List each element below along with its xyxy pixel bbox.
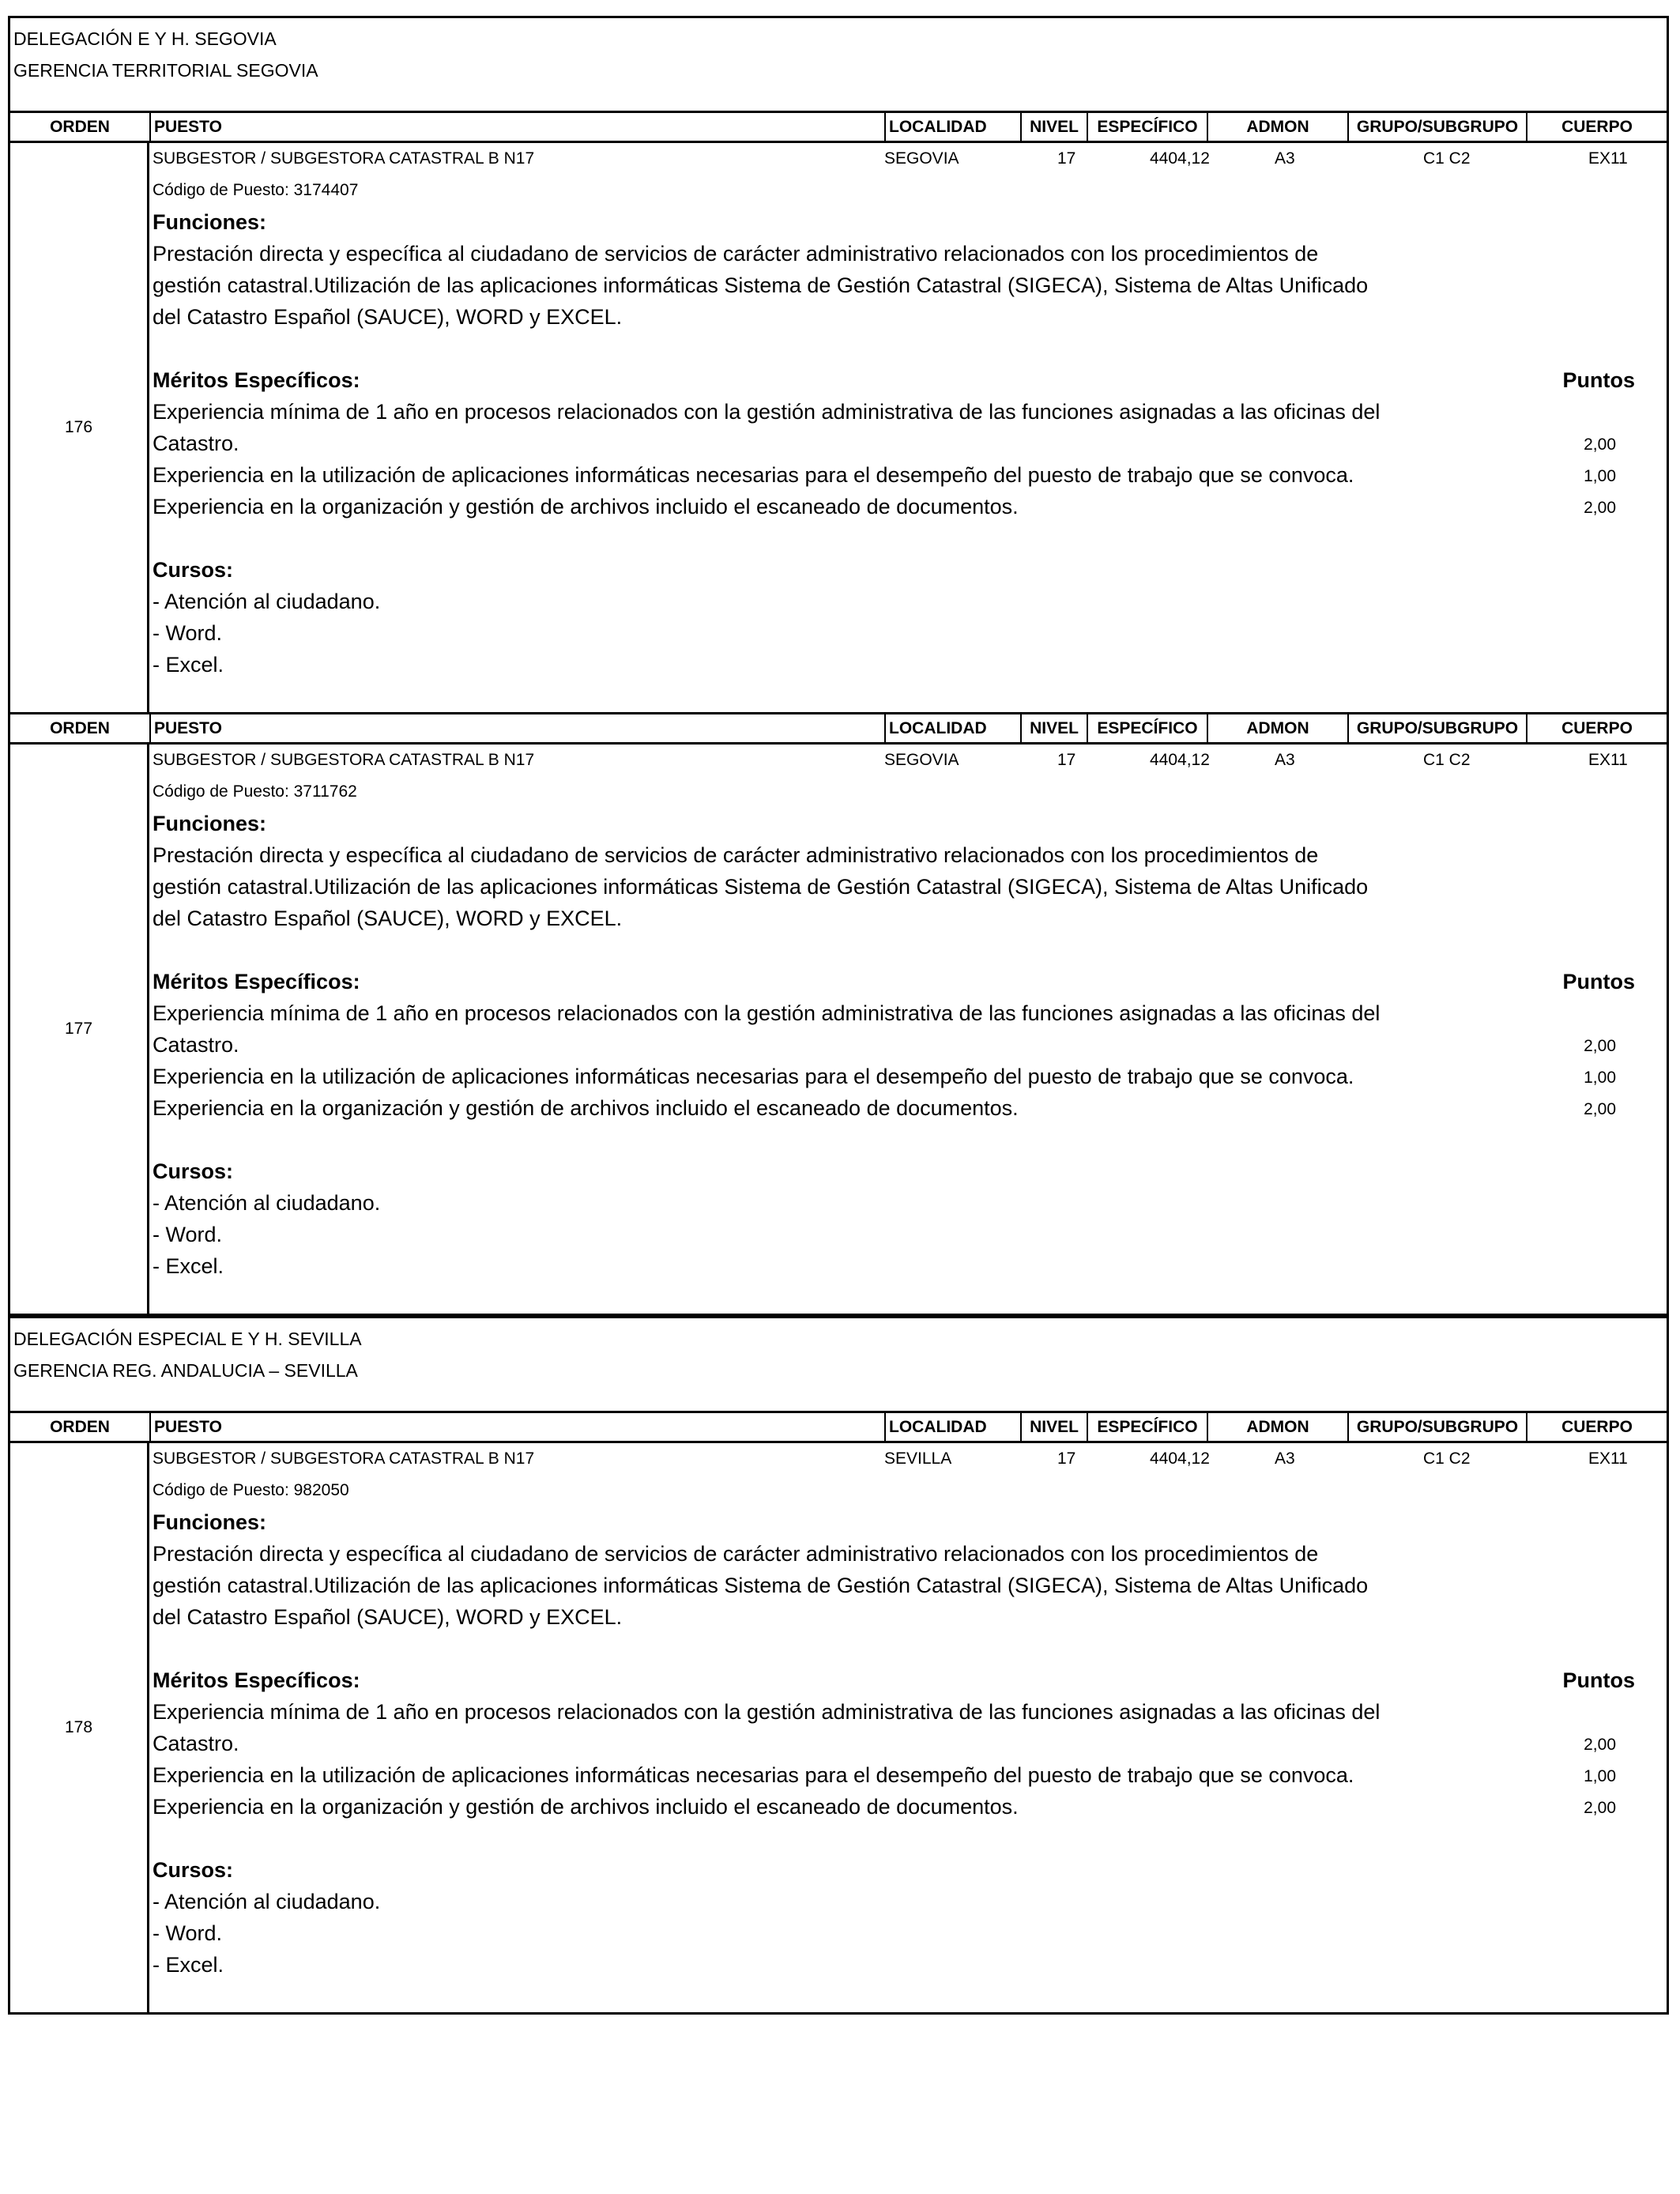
gerencia-title: GERENCIA REG. ANDALUCIA – SEVILLA — [13, 1360, 358, 1381]
merito-points: 1,00 — [1584, 467, 1616, 485]
cuerpo-value: EX11 — [1588, 149, 1628, 168]
merito-text: Experiencia en la utilización de aplicaciones informáticas necesarias para el desempeño del puesto de trabajo que se convoca. — [153, 1065, 1354, 1088]
codigo-puesto: Código de Puesto: 3174407 — [153, 181, 359, 199]
merito-points: 2,00 — [1584, 499, 1616, 517]
puesto-name: SUBGESTOR / SUBGESTORA CATASTRAL B N17 — [153, 1449, 535, 1468]
document — [8, 16, 1669, 2015]
meritos-title: Méritos Específicos: — [153, 368, 360, 392]
curso-item: - Excel. — [153, 1254, 224, 1278]
header-especifico: ESPECÍFICO — [1087, 113, 1207, 141]
merito-points: 2,00 — [1584, 1037, 1616, 1055]
funciones-line: Prestación directa y específica al ciudadano de servicios de carácter administrativo relacionados con los procedimientos de — [153, 242, 1319, 266]
merito-points: 2,00 — [1584, 1100, 1616, 1118]
funciones-line: Prestación directa y específica al ciudadano de servicios de carácter administrativo relacionados con los procedimientos de — [153, 1542, 1319, 1566]
merito-line — [153, 491, 1667, 522]
funciones-line: Prestación directa y específica al ciudadano de servicios de carácter administrativo relacionados con los procedimientos de — [153, 843, 1319, 867]
grupo-value: C1 C2 — [1423, 1449, 1471, 1468]
header-localidad: LOCALIDAD — [884, 1413, 1020, 1441]
merito-line — [153, 459, 1667, 491]
section-sevilla — [8, 1316, 1669, 2015]
header-grupo: GRUPO/SUBGRUPO — [1347, 1413, 1526, 1441]
localidad-value: SEGOVIA — [884, 751, 959, 769]
merito-line — [153, 1029, 1667, 1061]
puntos-title: Puntos — [1562, 970, 1635, 993]
puesto-line — [153, 1443, 1667, 1475]
curso-item: - Word. — [153, 621, 223, 645]
meritos-title-line — [153, 1664, 1667, 1696]
header-grupo: GRUPO/SUBGRUPO — [1347, 113, 1526, 141]
merito-text: Catastro. — [153, 1732, 239, 1755]
funciones-title: Funciones: — [153, 812, 267, 835]
merito-line — [153, 428, 1667, 459]
cursos-title: Cursos: — [153, 1159, 234, 1183]
header-cuerpo: CUERPO — [1526, 113, 1667, 141]
merito-points: 2,00 — [1584, 435, 1616, 454]
merito-text: Experiencia en la organización y gestión de archivos incluido el escaneado de documentos. — [153, 1795, 1019, 1819]
merito-points: 2,00 — [1584, 1799, 1616, 1817]
puesto-line — [153, 143, 1667, 175]
merito-line — [153, 1696, 1667, 1728]
cuerpo-value: EX11 — [1588, 1449, 1628, 1468]
curso-item: - Excel. — [153, 653, 224, 677]
especifico-value: 4404,12 — [1150, 1449, 1210, 1468]
funciones-title: Funciones: — [153, 1510, 267, 1534]
merito-line — [153, 1092, 1667, 1124]
merito-text: Experiencia mínima de 1 año en procesos relacionados con la gestión administrativa de las funciones asignadas a las oficinas del — [153, 1700, 1381, 1724]
column-header-row — [10, 1413, 1667, 1443]
section-header — [10, 1318, 1667, 1413]
header-orden: ORDEN — [50, 1418, 110, 1436]
puntos-title: Puntos — [1562, 368, 1635, 392]
merito-line — [153, 1759, 1667, 1791]
merito-text: Catastro. — [153, 1033, 239, 1057]
orden-number: 178 — [10, 1443, 149, 2012]
admon-value: A3 — [1275, 149, 1295, 168]
especifico-value: 4404,12 — [1150, 751, 1210, 769]
orden-number: 176 — [10, 143, 149, 712]
puntos-title: Puntos — [1562, 1668, 1635, 1692]
header-admon: ADMON — [1207, 1413, 1347, 1441]
header-admon: ADMON — [1207, 714, 1347, 742]
funciones-line: gestión catastral.Utilización de las aplicaciones informáticas Sistema de Gestión Catastral (SIGECA), Sistema de Altas Unificado — [153, 273, 1369, 297]
funciones-line: del Catastro Español (SAUCE), WORD y EXCEL. — [153, 907, 623, 930]
cursos-title: Cursos: — [153, 1858, 234, 1882]
admon-value: A3 — [1275, 751, 1295, 769]
curso-item: - Excel. — [153, 1953, 224, 1977]
merito-line — [153, 1061, 1667, 1092]
header-localidad: LOCALIDAD — [884, 714, 1020, 742]
puesto-name: SUBGESTOR / SUBGESTORA CATASTRAL B N17 — [153, 751, 535, 769]
localidad-value: SEVILLA — [884, 1449, 952, 1468]
nivel-value: 17 — [1057, 1449, 1076, 1468]
merito-line — [153, 1791, 1667, 1823]
gerencia-title: GERENCIA TERRITORIAL SEGOVIA — [13, 60, 318, 81]
header-cuerpo: CUERPO — [1526, 1413, 1667, 1441]
merito-text: Experiencia mínima de 1 año en procesos relacionados con la gestión administrativa de las funciones asignadas a las oficinas del — [153, 400, 1381, 424]
nivel-value: 17 — [1057, 751, 1076, 769]
header-especifico: ESPECÍFICO — [1087, 714, 1207, 742]
header-orden: ORDEN — [50, 719, 110, 737]
curso-item: - Atención al ciudadano. — [153, 1890, 381, 1913]
header-grupo: GRUPO/SUBGRUPO — [1347, 714, 1526, 742]
header-nivel: NIVEL — [1020, 714, 1087, 742]
meritos-title-line — [153, 364, 1667, 396]
funciones-line: del Catastro Español (SAUCE), WORD y EXCEL. — [153, 1605, 623, 1629]
header-nivel: NIVEL — [1020, 1413, 1087, 1441]
merito-line — [153, 997, 1667, 1029]
header-localidad: LOCALIDAD — [884, 113, 1020, 141]
merito-points: 2,00 — [1584, 1736, 1616, 1754]
header-especifico: ESPECÍFICO — [1087, 1413, 1207, 1441]
section-segovia — [8, 16, 1669, 1316]
curso-item: - Atención al ciudadano. — [153, 590, 381, 613]
column-header-row — [10, 113, 1667, 143]
entry-body — [149, 1443, 1667, 2012]
merito-line — [153, 1728, 1667, 1759]
merito-text: Experiencia en la utilización de aplicaciones informáticas necesarias para el desempeño del puesto de trabajo que se convoca. — [153, 1763, 1354, 1787]
header-orden: ORDEN — [50, 118, 110, 136]
puesto-line — [153, 745, 1667, 776]
entry-row — [10, 1443, 1667, 2012]
section-header — [10, 18, 1667, 113]
entry-row — [10, 745, 1667, 1314]
meritos-title-line — [153, 966, 1667, 997]
funciones-line: gestión catastral.Utilización de las aplicaciones informáticas Sistema de Gestión Catastral (SIGECA), Sistema de Altas Unificado — [153, 875, 1369, 899]
cuerpo-value: EX11 — [1588, 751, 1628, 769]
meritos-title: Méritos Específicos: — [153, 1668, 360, 1692]
delegacion-title: DELEGACIÓN ESPECIAL E Y H. SEVILLA — [13, 1329, 362, 1349]
especifico-value: 4404,12 — [1150, 149, 1210, 168]
orden-number: 177 — [10, 745, 149, 1314]
merito-text: Experiencia en la organización y gestión de archivos incluido el escaneado de documentos. — [153, 495, 1019, 518]
codigo-puesto: Código de Puesto: 982050 — [153, 1481, 349, 1499]
curso-item: - Word. — [153, 1921, 223, 1945]
entry-body — [149, 143, 1667, 712]
merito-text: Experiencia en la organización y gestión de archivos incluido el escaneado de documentos. — [153, 1096, 1019, 1120]
header-puesto: PUESTO — [149, 1413, 884, 1441]
header-admon: ADMON — [1207, 113, 1347, 141]
merito-points: 1,00 — [1584, 1069, 1616, 1087]
grupo-value: C1 C2 — [1423, 149, 1471, 168]
codigo-puesto: Código de Puesto: 3711762 — [153, 782, 357, 801]
merito-text: Experiencia mínima de 1 año en procesos relacionados con la gestión administrativa de las funciones asignadas a las oficinas del — [153, 1001, 1381, 1025]
curso-item: - Atención al ciudadano. — [153, 1191, 381, 1215]
grupo-value: C1 C2 — [1423, 751, 1471, 769]
cursos-title: Cursos: — [153, 558, 234, 582]
delegacion-title: DELEGACIÓN E Y H. SEGOVIA — [13, 28, 277, 49]
curso-item: - Word. — [153, 1223, 223, 1246]
header-nivel: NIVEL — [1020, 113, 1087, 141]
header-puesto: PUESTO — [149, 714, 884, 742]
admon-value: A3 — [1275, 1449, 1295, 1468]
puesto-name: SUBGESTOR / SUBGESTORA CATASTRAL B N17 — [153, 149, 535, 168]
header-puesto: PUESTO — [149, 113, 884, 141]
funciones-line: gestión catastral.Utilización de las aplicaciones informáticas Sistema de Gestión Catastral (SIGECA), Sistema de Altas Unificado — [153, 1574, 1369, 1597]
merito-text: Catastro. — [153, 432, 239, 455]
nivel-value: 17 — [1057, 149, 1076, 168]
entry-body — [149, 745, 1667, 1314]
meritos-title: Méritos Específicos: — [153, 970, 360, 993]
header-cuerpo: CUERPO — [1526, 714, 1667, 742]
localidad-value: SEGOVIA — [884, 149, 959, 168]
funciones-line: del Catastro Español (SAUCE), WORD y EXCEL. — [153, 305, 623, 329]
merito-text: Experiencia en la utilización de aplicaciones informáticas necesarias para el desempeño del puesto de trabajo que se convoca. — [153, 463, 1354, 487]
merito-line — [153, 396, 1667, 428]
merito-points: 1,00 — [1584, 1767, 1616, 1785]
entry-row — [10, 143, 1667, 714]
column-header-row — [10, 714, 1667, 745]
funciones-title: Funciones: — [153, 210, 267, 234]
